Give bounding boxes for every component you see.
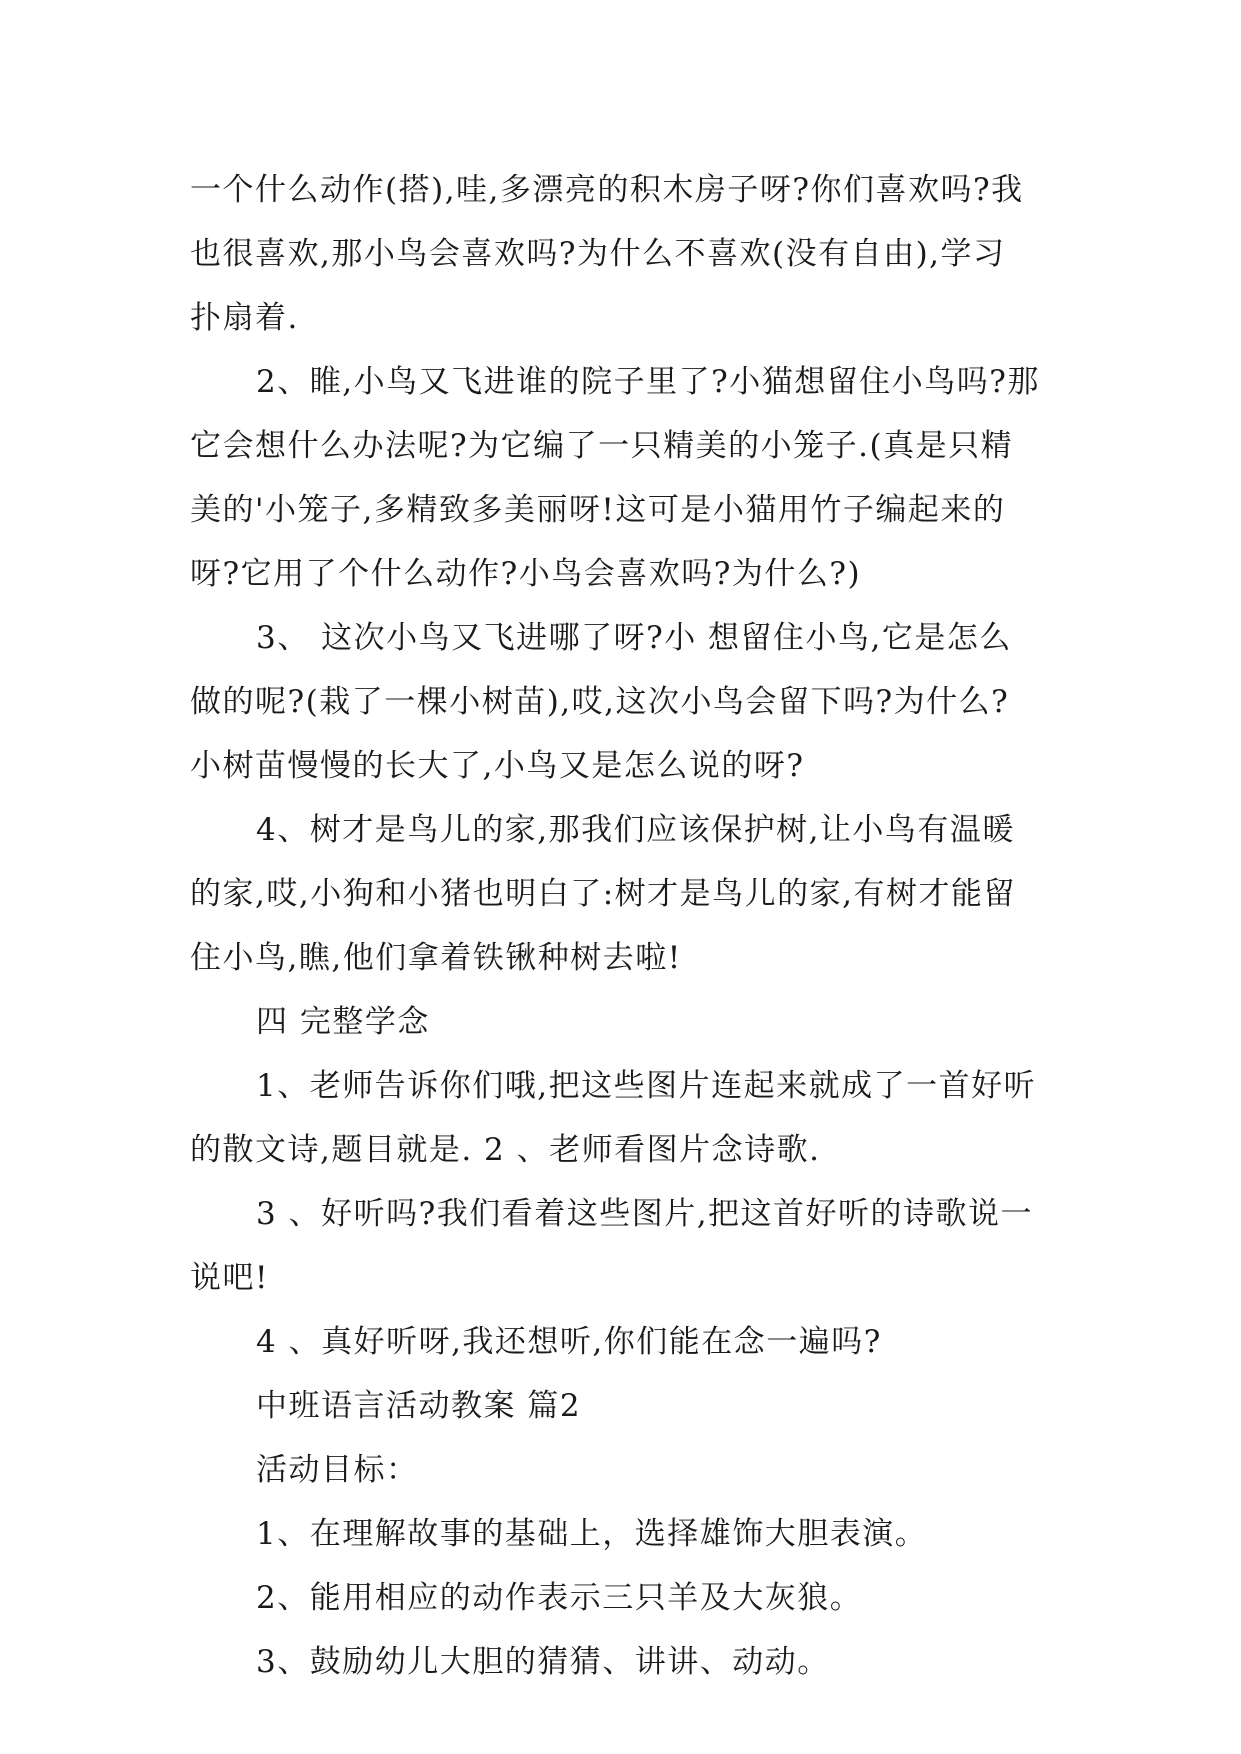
text-line: 3、鼓励幼儿大胆的猜猜、讲讲、动动。 xyxy=(256,1644,830,1680)
text-line: 美的'小笼子,多精致多美丽呀!这可是小猫用竹子编起来的 xyxy=(190,492,1006,528)
paragraph-p3 xyxy=(190,606,1050,798)
text-line: 1、老师告诉你们哦,把这些图片连起来就成了一首好听 xyxy=(256,1068,1037,1104)
paragraph-p5 xyxy=(190,990,1050,1054)
text-line: 四 完整学念 xyxy=(256,1004,430,1040)
text-line: 住小鸟,瞧,他们拿着铁锹种树去啦! xyxy=(190,940,682,976)
text-line: 呀?它用了个什么动作?小鸟会喜欢吗?为什么?) xyxy=(190,556,862,592)
text-line: 一个什么动作(搭),哇,多漂亮的积木房子呀?你们喜欢吗?我 xyxy=(190,172,1024,208)
paragraph-p9 xyxy=(190,1374,1050,1438)
paragraph-p13 xyxy=(190,1630,1050,1694)
paragraph-p8 xyxy=(190,1310,1050,1374)
paragraph-p12 xyxy=(190,1566,1050,1630)
text-line: 小树苗慢慢的长大了,小鸟又是怎么说的呀? xyxy=(190,748,805,784)
text-line: 说吧! xyxy=(190,1260,269,1296)
paragraph-p6 xyxy=(190,1054,1050,1182)
text-line: 也很喜欢,那小鸟会喜欢吗?为什么不喜欢(没有自由),学习 xyxy=(190,236,1006,272)
paragraph-p10 xyxy=(190,1438,1050,1502)
text-line: 4 、真好听呀,我还想听,你们能在念一遍吗? xyxy=(256,1324,882,1360)
text-line: 2、能用相应的动作表示三只羊及大灰狼。 xyxy=(256,1580,863,1616)
text-line: 扑扇着. xyxy=(190,300,299,336)
text-line: 中班语言活动教案 篇2 xyxy=(256,1388,582,1424)
text-line: 2、睢,小鸟又飞进谁的院子里了?小猫想留住小鸟吗?那 xyxy=(256,364,1040,400)
text-line: 3 、好听吗?我们看着这些图片,把这首好听的诗歌说一 xyxy=(256,1196,1034,1232)
text-line: 的散文诗,题目就是. 2 、老师看图片念诗歌. xyxy=(190,1132,821,1168)
paragraph-p2 xyxy=(190,350,1050,606)
paragraph-p1 xyxy=(190,158,1050,350)
paragraph-p11 xyxy=(190,1502,1050,1566)
text-line: 活动目标： xyxy=(256,1452,419,1488)
text-line: 做的呢?(栽了一棵小树苗),哎,这次小鸟会留下吗?为什么? xyxy=(190,684,1010,720)
document-body xyxy=(190,158,1050,1694)
text-line: 它会想什么办法呢?为它编了一只精美的小笼子.(真是只精 xyxy=(190,428,1014,464)
paragraph-p7 xyxy=(190,1182,1050,1310)
text-line: 的家,哎,小狗和小猪也明白了:树才是鸟儿的家,有树才能留 xyxy=(190,876,1017,912)
paragraph-p4 xyxy=(190,798,1050,990)
text-line: 1、在理解故事的基础上，选择雄饰大胆表演。 xyxy=(256,1516,928,1552)
text-line: 4、树才是鸟儿的家,那我们应该保护树,让小鸟有温暖 xyxy=(256,812,1015,848)
text-line: 3、 这次小鸟又飞进哪了呀?小 想留住小鸟,它是怎么 xyxy=(256,620,1012,656)
